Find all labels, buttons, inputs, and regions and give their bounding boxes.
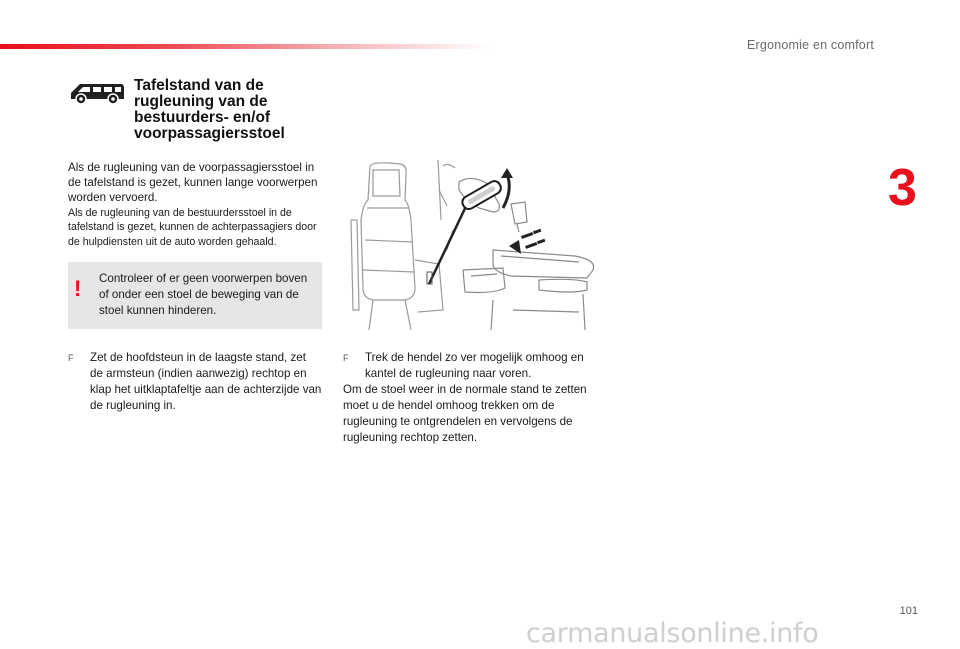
step-2-text: Trek de hendel zo ver mogelijk omhoog en kantel de rugleuning naar voren.	[365, 351, 584, 380]
header-accent-bar	[0, 44, 490, 49]
page-number: 101	[899, 605, 918, 617]
chapter-number: 3	[888, 159, 917, 217]
instruction-step-2	[343, 350, 605, 446]
warning-icon: !	[74, 276, 82, 301]
intro-paragraph	[68, 160, 326, 249]
intro-text: Als de rugleuning van de voorpassagiersstoel in de tafelstand is gezet, kunnen lange voorwerpen worden vervoerd.	[68, 161, 318, 205]
bullet-arrow-icon: F	[68, 353, 74, 363]
warning-box	[68, 262, 322, 329]
bullet-arrow-icon: F	[343, 353, 349, 363]
warning-text: Controleer of er geen voorwerpen boven of onder een stoel de beweging van de stoel kunnen hinderen.	[99, 272, 308, 317]
section-title: Ergonomie en comfort	[747, 38, 874, 52]
step-1-text: Zet de hoofdsteun in de laagste stand, zet de armsteun (indien aanwezig) rechtop en klap het uitklaptafeltje aan de achterzijde van de rugleuning in.	[90, 351, 322, 412]
step-2-extra-text: Om de stoel weer in de normale stand te zetten moet u de hendel omhoog trekken om de rugleuning te ontgrendelen en vervolgens de rugleuning rechtop zetten.	[343, 383, 587, 444]
page-heading: Tafelstand van de rugleuning van de bestuurders- en/of voorpassagiersstoel	[134, 77, 285, 142]
seat-table-illustration	[343, 160, 605, 332]
instruction-step-1	[68, 350, 322, 414]
van-icon	[68, 78, 126, 106]
watermark: carmanualsonline.info	[526, 618, 819, 649]
intro-note: Als de rugleuning van de bestuurdersstoel in de tafelstand is gezet, kunnen de achterpassagiers door de hulpdiensten uit de auto worden gehaald.	[68, 206, 317, 248]
